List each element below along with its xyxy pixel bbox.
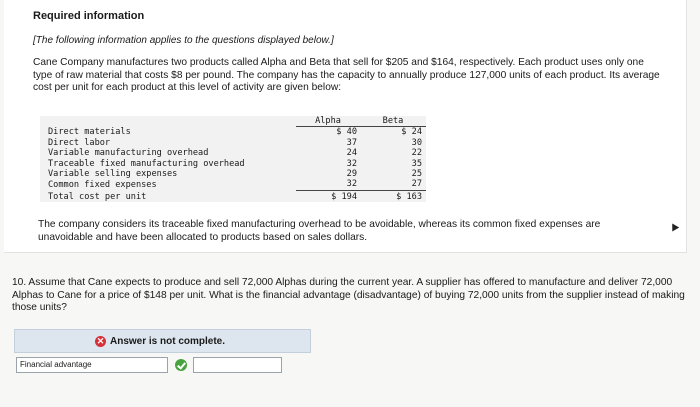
- alpha-header: Alpha: [296, 116, 361, 127]
- total-label: Total cost per unit: [48, 191, 147, 202]
- financial-advantage-label[interactable]: Financial advantage: [16, 357, 168, 373]
- table-row: [40, 127, 426, 138]
- table-row: [40, 138, 426, 148]
- alpha-value: 37: [346, 137, 357, 148]
- row-label: Variable selling expenses: [48, 169, 178, 180]
- beta-value: 30: [411, 137, 422, 148]
- table-row: [40, 159, 426, 169]
- beta-value: 22: [411, 148, 422, 159]
- alpha-value: 32: [346, 158, 357, 169]
- beta-value: 25: [411, 169, 422, 180]
- overhead-note: The company considers its traceable fixed manufacturing overhead to be avoidable, whereas its common fixed expenses are unavoidable and have been allocated to products based on sales dollars.: [38, 219, 601, 243]
- required-information-title: Required information: [33, 10, 145, 22]
- question-10-text: 10. Assume that Cane expects to produce and sell 72,000 Alphas during the current year. A supplier has offered to manufacture and deliver 72,000 Alphas to Cane for a price of $148 per unit. What is the financial advantage (disadvantage) of buying 72,000 units from the supplier instead of making those units?: [12, 277, 685, 313]
- x-circle-icon: ✕: [96, 336, 105, 346]
- beta-total: $ 163: [361, 190, 426, 202]
- financial-advantage-input[interactable]: [193, 357, 282, 373]
- row-label: Traceable fixed manufacturing overhead: [48, 158, 245, 169]
- row-label: Variable manufacturing overhead: [48, 148, 209, 159]
- alpha-total: $ 194: [296, 190, 361, 202]
- table-row: [40, 148, 426, 158]
- answer-status-banner: [14, 329, 311, 353]
- total-row: [40, 190, 426, 202]
- problem-intro: Cane Company manufactures two products called Alpha and Beta that sell for $205 and $164, respectively. Each product uses only one type of raw material that costs $8 per pound. The company has the capacity to annually produce 127,000 units of each product. Its average cost per unit for each product at this level of activity are given below:: [33, 57, 660, 93]
- required-information-subtitle: [The following information applies to the questions displayed below.]: [33, 35, 334, 46]
- answer-status-text: Answer is not complete.: [110, 336, 226, 347]
- beta-value: 27: [411, 179, 422, 190]
- cost-table: [40, 116, 426, 202]
- row-label: Direct materials: [48, 127, 131, 138]
- row-label: Direct labor: [48, 137, 111, 148]
- beta-value: $ 24: [401, 127, 422, 138]
- row-label: Common fixed expenses: [48, 179, 157, 190]
- table-row: [40, 169, 426, 179]
- alpha-value: $ 40: [336, 127, 357, 138]
- check-circle-icon: [175, 359, 187, 371]
- beta-header: Beta: [361, 116, 426, 127]
- beta-value: 35: [411, 158, 422, 169]
- alpha-value: 29: [346, 169, 357, 180]
- cost-table-header: [40, 116, 426, 127]
- alpha-value: 32: [346, 179, 357, 190]
- table-row: [40, 179, 426, 190]
- alpha-value: 24: [346, 148, 357, 159]
